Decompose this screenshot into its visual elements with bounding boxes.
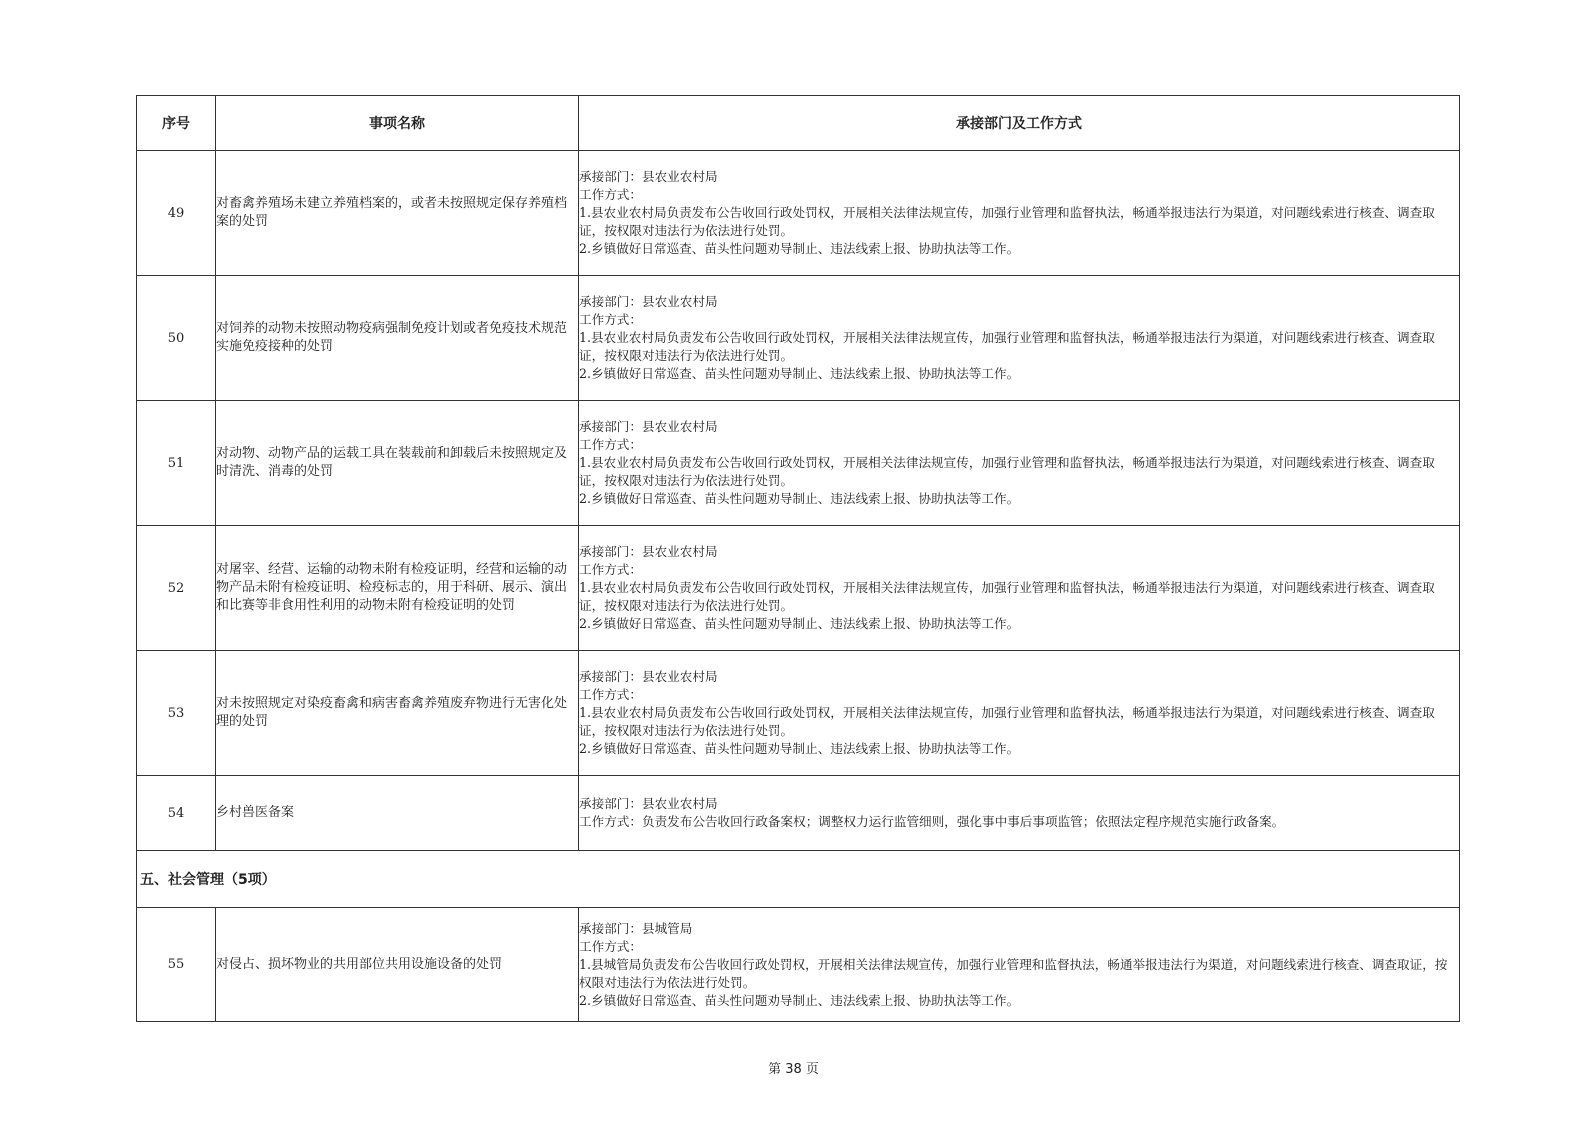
dept-line: 承接部门：县农业农村局 (579, 796, 718, 811)
header-name: 事项名称 (216, 96, 579, 151)
method-line-1: 1.县农业农村局负责发布公告收回行政处罚权，开展相关法律法规宣传，加强行业管理和监督执法，畅通举报违法行为渠道，对问题线索进行核查、调查取证，按权限对违法行为依法进行处罚。 (579, 580, 1435, 613)
table-row (137, 151, 1460, 276)
header-row (137, 96, 1460, 151)
dept-line: 承接部门：县城管局 (579, 920, 693, 936)
method-label: 工作方式： (579, 437, 642, 452)
dept-line: 承接部门：县农业农村局 (579, 294, 718, 309)
method-label: 工作方式： (579, 938, 642, 954)
items-table (136, 95, 1460, 1022)
method-line-1: 1.县农业农村局负责发布公告收回行政处罚权，开展相关法律法规宣传，加强行业管理和监督执法，畅通举报违法行为渠道，对问题线索进行核查、调查取证，按权限对违法行为依法进行处罚。 (579, 705, 1435, 738)
method-line: 工作方式：负责发布公告收回行政备案权；调整权力运行监管细则，强化事中事后事项监管；依照法定程序规范实施行政备案。 (579, 814, 1285, 829)
method-line-1: 1.县农业农村局负责发布公告收回行政处罚权，开展相关法律法规宣传，加强行业管理和监督执法，畅通举报违法行为渠道，对问题线索进行核查、调查取证，按权限对违法行为依法进行处罚。 (579, 330, 1435, 363)
method-line-2: 2.乡镇做好日常巡查、苗头性问题劝导制止、违法线索上报、协助执法等工作。 (579, 992, 1020, 1008)
table-row (137, 651, 1460, 776)
page-number: 第 38 页 (768, 1062, 819, 1077)
item-name: 对动物、动物产品的运载工具在装载前和卸载后未按照规定及时清洗、消毒的处罚 (216, 401, 579, 526)
row-number: 50 (137, 276, 216, 401)
header-no: 序号 (137, 96, 216, 151)
row-number: 53 (137, 651, 216, 776)
method-line-1: 1.县农业农村局负责发布公告收回行政处罚权，开展相关法律法规宣传，加强行业管理和监督执法，畅通举报违法行为渠道，对问题线索进行核查、调查取证，按权限对违法行为依法进行处罚。 (579, 205, 1435, 238)
row-number: 52 (137, 526, 216, 651)
table-row (137, 776, 1460, 851)
item-name: 对未按照规定对染疫畜禽和病害畜禽养殖废弃物进行无害化处理的处罚 (216, 651, 579, 776)
dept-line: 承接部门：县农业农村局 (579, 669, 718, 684)
method-line-2: 2.乡镇做好日常巡查、苗头性问题劝导制止、违法线索上报、协助执法等工作。 (579, 241, 1020, 256)
item-name: 乡村兽医备案 (216, 776, 579, 851)
dept-cell (579, 776, 1460, 851)
table-row (137, 401, 1460, 526)
item-name: 对饲养的动物未按照动物疫病强制免疫计划或者免疫技术规范实施免疫接种的处罚 (216, 276, 579, 401)
dept-cell (579, 526, 1460, 651)
method-line-2: 2.乡镇做好日常巡查、苗头性问题劝导制止、违法线索上报、协助执法等工作。 (579, 491, 1020, 506)
table-row (137, 908, 1460, 1022)
method-line-1: 1.县农业农村局负责发布公告收回行政处罚权，开展相关法律法规宣传，加强行业管理和监督执法，畅通举报违法行为渠道，对问题线索进行核查、调查取证，按权限对违法行为依法进行处罚。 (579, 455, 1435, 488)
table-row (137, 526, 1460, 651)
table-row (137, 276, 1460, 401)
dept-cell (579, 908, 1460, 1022)
dept-cell (579, 151, 1460, 276)
row-number: 51 (137, 401, 216, 526)
section-row (137, 851, 1460, 908)
method-line-1: 1.县城管局负责发布公告收回行政处罚权，开展相关法律法规宣传，加强行业管理和监督执法，畅通举报违法行为渠道，对问题线索进行核查、调查取证，按权限对违法行为依法进行处罚。 (579, 956, 1448, 990)
method-line-2: 2.乡镇做好日常巡查、苗头性问题劝导制止、违法线索上报、协助执法等工作。 (579, 616, 1020, 631)
item-name: 对屠宰、经营、运输的动物未附有检疫证明，经营和运输的动物产品未附有检疫证明、检疫标志的，用于科研、展示、演出和比赛等非食用性利用的动物未附有检疫证明的处罚 (216, 526, 579, 651)
item-name: 对侵占、损坏物业的共用部位共用设施设备的处罚 (216, 908, 579, 1022)
dept-line: 承接部门：县农业农村局 (579, 544, 718, 559)
row-number: 54 (137, 776, 216, 851)
method-label: 工作方式： (579, 187, 642, 202)
section-title: 五、社会管理（5项） (137, 851, 1460, 908)
method-label: 工作方式： (579, 312, 642, 327)
item-name: 对畜禽养殖场未建立养殖档案的，或者未按照规定保存养殖档案的处罚 (216, 151, 579, 276)
dept-line: 承接部门：县农业农村局 (579, 169, 718, 184)
row-number: 49 (137, 151, 216, 276)
dept-line: 承接部门：县农业农村局 (579, 419, 718, 434)
method-label: 工作方式： (579, 687, 642, 702)
method-line-2: 2.乡镇做好日常巡查、苗头性问题劝导制止、违法线索上报、协助执法等工作。 (579, 741, 1020, 756)
header-dept: 承接部门及工作方式 (579, 96, 1460, 151)
dept-cell (579, 276, 1460, 401)
row-number: 55 (137, 908, 216, 1022)
dept-cell (579, 401, 1460, 526)
method-label: 工作方式： (579, 562, 642, 577)
dept-cell (579, 651, 1460, 776)
method-line-2: 2.乡镇做好日常巡查、苗头性问题劝导制止、违法线索上报、协助执法等工作。 (579, 366, 1020, 381)
